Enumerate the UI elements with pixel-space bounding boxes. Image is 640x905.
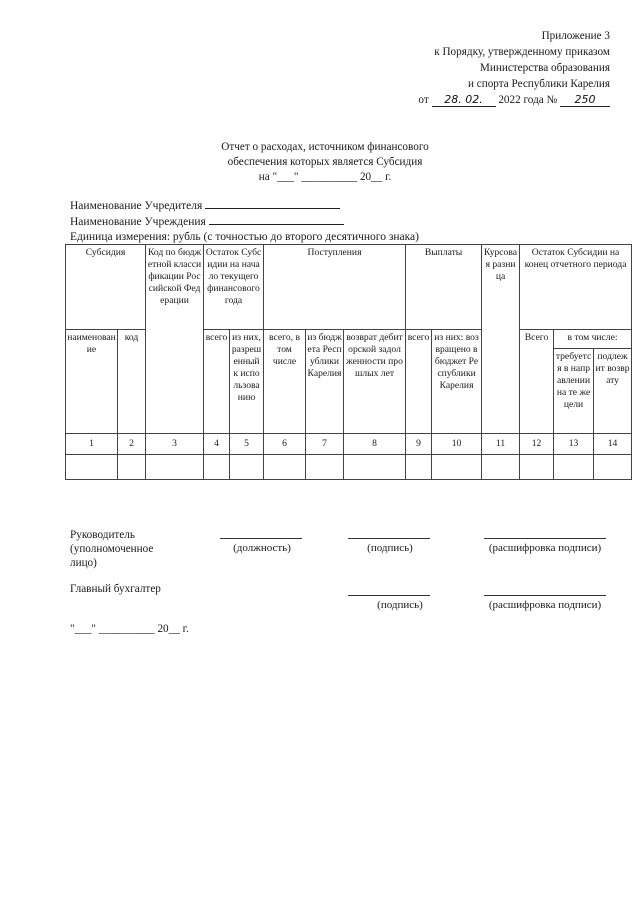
column-number: 8 <box>344 434 406 455</box>
unit-label: Единица измерения: рубль (с точностью до второго десятичного знака) <box>70 231 419 243</box>
institution-blank[interactable] <box>209 214 344 225</box>
table-cell[interactable] <box>306 455 344 480</box>
appendix-order-date <box>310 92 610 108</box>
signature-caption-2: (подпись) <box>377 599 423 611</box>
column-number: 6 <box>264 434 306 455</box>
table-cell[interactable] <box>482 455 520 480</box>
header-payments: Выплаты <box>406 245 482 330</box>
header-balance-end: Остаток Субсидии на конец отчетного периода <box>520 245 632 330</box>
header-receipts-total: всего, в том числе <box>264 330 306 434</box>
column-number: 2 <box>118 434 146 455</box>
header-kod: код <box>118 330 146 434</box>
column-numbers-row <box>66 434 632 455</box>
institution-label: Наименование Учреждения <box>70 216 206 228</box>
table-cell[interactable] <box>230 455 264 480</box>
table-cell[interactable] <box>66 455 118 480</box>
column-number: 14 <box>594 434 632 455</box>
date-prefix: от <box>418 94 429 106</box>
column-number: 5 <box>230 434 264 455</box>
report-title <box>180 140 470 185</box>
founder-row <box>70 198 419 214</box>
header-subsidy: Субсидия <box>66 245 146 330</box>
header-payments-returned: из них: возвращено в бюджет Республики Карелия <box>432 330 482 434</box>
header-balance-start-total: всего <box>204 330 230 434</box>
head-line-1: Руководитель <box>70 529 135 541</box>
institution-row <box>70 214 419 230</box>
column-number: 7 <box>306 434 344 455</box>
order-date-handwritten: 28. 02. <box>432 94 496 107</box>
table-cell[interactable] <box>554 455 594 480</box>
header-balance-end-required: требуется в направлении на те же цели <box>554 349 594 434</box>
table-cell[interactable] <box>520 455 554 480</box>
report-date-line: "___" __________ 20__ г. <box>70 623 189 635</box>
title-line-1: Отчет о расходах, источником финансового <box>221 141 429 153</box>
table-cell[interactable] <box>264 455 306 480</box>
report-meta <box>70 198 419 245</box>
column-number: 3 <box>146 434 204 455</box>
column-number: 12 <box>520 434 554 455</box>
decoding-line[interactable] <box>484 538 606 539</box>
table-cell[interactable] <box>118 455 146 480</box>
appendix-header <box>310 28 610 108</box>
column-number: 9 <box>406 434 432 455</box>
header-name: наименование <box>66 330 118 434</box>
signature-line-2[interactable] <box>348 595 430 596</box>
appendix-line-2: к Порядку, утвержденному приказом <box>434 46 610 58</box>
column-number: 1 <box>66 434 118 455</box>
header-payments-total: всего <box>406 330 432 434</box>
column-number: 10 <box>432 434 482 455</box>
table-cell[interactable] <box>204 455 230 480</box>
header-balance-end-including: в том числе: <box>554 330 632 349</box>
table-row <box>66 455 632 480</box>
order-year: 2022 года № <box>498 94 558 106</box>
head-line-2: (уполномоченное <box>70 543 154 555</box>
header-receipts: Поступления <box>264 245 406 330</box>
report-table <box>65 244 632 480</box>
title-line-2: обеспечения которых является Субсидия <box>227 156 423 168</box>
signature-caption: (подпись) <box>367 542 413 554</box>
header-balance-end-return: подлежит возврату <box>594 349 632 434</box>
header-balance-end-total: Всего <box>520 330 554 434</box>
head-line-3: лицо) <box>70 557 97 569</box>
header-receipts-budget: из бюджета Республики Карелия <box>306 330 344 434</box>
table-cell[interactable] <box>594 455 632 480</box>
order-number-handwritten: 250 <box>560 94 610 107</box>
table-cell[interactable] <box>146 455 204 480</box>
chief-accountant-label: Главный бухгалтер <box>70 583 161 595</box>
appendix-line-4: и спорта Республики Карелия <box>467 78 610 90</box>
column-number: 13 <box>554 434 594 455</box>
header-exchange-difference: Курсовая разница <box>482 245 520 434</box>
header-budget-code: Код по бюджетной классификации Российской Федерации <box>146 245 204 434</box>
header-receipts-return: возврат дебиторской задолженности прошлых лет <box>344 330 406 434</box>
decoding-caption-2: (расшифровка подписи) <box>488 599 602 611</box>
table-cell[interactable] <box>344 455 406 480</box>
appendix-line-1: Приложение 3 <box>541 30 610 42</box>
position-line[interactable] <box>220 538 302 539</box>
table-cell[interactable] <box>406 455 432 480</box>
signature-line[interactable] <box>348 538 430 539</box>
decoding-line-2[interactable] <box>484 595 606 596</box>
header-balance-start: Остаток Субсидии на начало текущего финансового года <box>204 245 264 330</box>
founder-blank[interactable] <box>205 198 340 209</box>
decoding-caption: (расшифровка подписи) <box>488 542 602 554</box>
column-number: 4 <box>204 434 230 455</box>
header-balance-start-allowed: из них, разрешенный к использованию <box>230 330 264 434</box>
founder-label: Наименование Учредителя <box>70 200 203 212</box>
head-signatory-label <box>70 528 153 570</box>
table-cell[interactable] <box>432 455 482 480</box>
title-line-3: на "___" __________ 20__ г. <box>258 171 392 183</box>
column-number: 11 <box>482 434 520 455</box>
position-caption: (должность) <box>233 542 291 554</box>
appendix-line-3: Министерства образования <box>479 62 610 74</box>
